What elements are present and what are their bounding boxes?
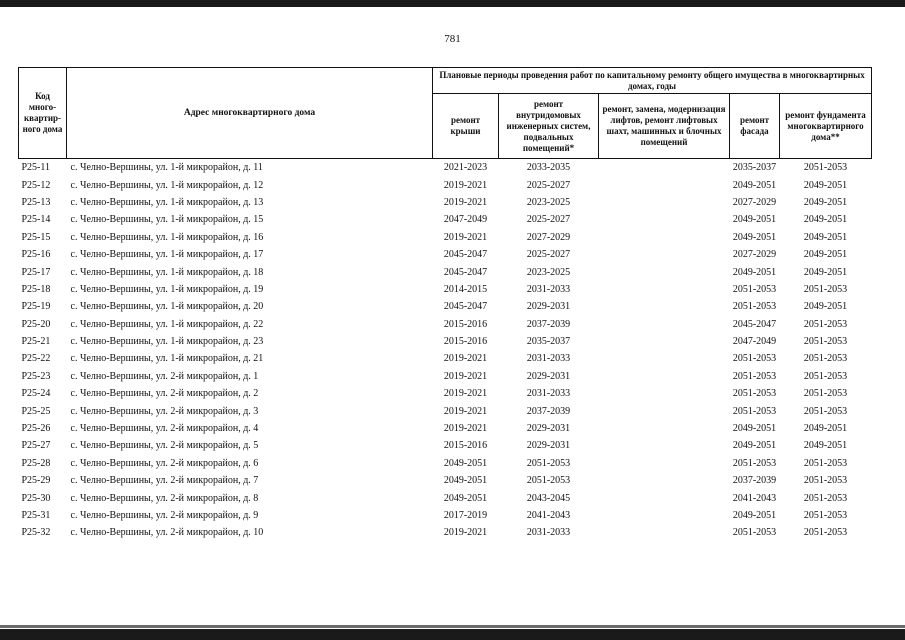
row-roof-period: 2049-2051: [443, 492, 488, 504]
row-code: P25-20: [21, 318, 51, 330]
table-row: [19, 420, 872, 437]
row-foundation-period: 2049-2051: [803, 196, 848, 208]
row-facade-period: 2037-2039: [732, 475, 777, 487]
row-address: с. Челно-Вершины, ул. 1-й микрорайон, д. 22: [70, 318, 264, 330]
row-roof-period: 2019-2021: [443, 231, 488, 243]
row-code: P25-25: [21, 405, 51, 417]
table-row: [19, 316, 872, 333]
row-facade-period: 2051-2053: [732, 388, 777, 400]
row-lifts-period: [599, 229, 730, 246]
row-address: с. Челно-Вершины, ул. 1-й микрорайон, д. 16: [70, 231, 264, 243]
row-facade-period: 2027-2029: [732, 249, 777, 261]
row-foundation-period: 2051-2053: [780, 159, 872, 177]
row-lifts-period: [599, 211, 730, 228]
row-foundation-period: 2051-2053: [803, 283, 848, 295]
row-facade-period: 2051-2053: [732, 283, 777, 295]
row-lifts-period: [599, 281, 730, 298]
table-header: [19, 68, 872, 159]
row-code: P25-27: [21, 440, 51, 452]
row-lifts-period: [599, 298, 730, 315]
row-code: P25-23: [21, 370, 51, 382]
row-code: P25-24: [21, 388, 51, 400]
row-foundation-period: 2049-2051: [803, 440, 848, 452]
capital-repair-table: [18, 67, 872, 542]
row-code: P25-22: [21, 353, 51, 365]
row-facade-period: 2049-2051: [732, 510, 777, 521]
row-facade-period: 2041-2043: [732, 492, 777, 504]
header-lifts: ремонт, замена, модернизация лифтов, ремонт лифтовых шахт, машинных и блочных помещений: [599, 94, 730, 159]
table-row: [19, 455, 872, 472]
row-code: P25-12: [21, 179, 51, 191]
row-systems-period: 2037-2039: [526, 405, 571, 417]
row-roof-period: 2019-2021: [443, 370, 488, 382]
row-systems-period: 2031-2033: [526, 527, 571, 539]
row-lifts-period: [599, 246, 730, 263]
table-row: [19, 368, 872, 385]
row-systems-period: 2031-2033: [526, 283, 571, 295]
row-facade-period: 2051-2053: [732, 405, 777, 417]
row-roof-period: 2015-2016: [443, 440, 488, 452]
row-lifts-period: [599, 385, 730, 402]
header-roof: ремонт крыши: [433, 94, 499, 159]
row-systems-period: 2031-2033: [526, 388, 571, 400]
row-address: с. Челно-Вершины, ул. 2-й микрорайон, д. 6: [70, 457, 259, 469]
row-foundation-period: 2049-2051: [803, 266, 848, 278]
row-address: с. Челно-Вершины, ул. 1-й микрорайон, д. 17: [70, 249, 264, 261]
row-roof-period: 2019-2021: [443, 388, 488, 400]
row-facade-period: 2051-2053: [732, 353, 777, 365]
row-systems-period: 2025-2027: [526, 249, 571, 261]
table-row: [19, 350, 872, 367]
row-code: P25-32: [21, 527, 51, 539]
table-row: [19, 437, 872, 454]
table-row: [19, 298, 872, 315]
row-code: P25-21: [21, 336, 51, 348]
row-lifts-period: [599, 507, 730, 524]
row-systems-period: 2029-2031: [526, 301, 571, 313]
row-roof-period: 2014-2015: [443, 283, 488, 295]
row-code: P25-26: [21, 423, 51, 435]
row-roof-period: 2019-2021: [443, 353, 488, 365]
row-address: с. Челно-Вершины, ул. 2-й микрорайон, д. 9: [70, 510, 259, 521]
row-address: с. Челно-Вершины, ул. 1-й микрорайон, д. 13: [70, 196, 264, 208]
table-row: [19, 211, 872, 228]
row-code: P25-29: [21, 475, 51, 487]
row-lifts-period: [599, 350, 730, 367]
row-address: с. Челно-Вершины, ул. 1-й микрорайон, д. 23: [70, 336, 264, 348]
row-roof-period: 2049-2051: [443, 475, 488, 487]
header-code: Код много-квартир-ного дома: [19, 68, 67, 159]
row-systems-period: 2035-2037: [526, 336, 571, 348]
row-foundation-period: 2051-2053: [803, 388, 848, 400]
row-roof-period: 2045-2047: [443, 266, 488, 278]
row-lifts-period: [599, 472, 730, 489]
row-roof-period: 2015-2016: [443, 318, 488, 330]
row-lifts-period: [599, 455, 730, 472]
table-row: [19, 246, 872, 263]
header-systems: ремонт внутридомовых инженерных систем, подвальных помещений*: [499, 94, 599, 159]
row-facade-period: 2045-2047: [732, 318, 777, 330]
row-systems-period: 2029-2031: [526, 370, 571, 382]
row-facade-period: 2049-2051: [732, 440, 777, 452]
table-row: [19, 263, 872, 280]
row-roof-period: 2045-2047: [443, 301, 488, 313]
row-foundation-period: 2051-2053: [803, 318, 848, 330]
page-number: 781: [444, 33, 461, 45]
row-facade-period: 2051-2053: [732, 301, 777, 313]
row-lifts-period: [599, 437, 730, 454]
row-facade-period: 2049-2051: [732, 179, 777, 191]
scan-bottom-shadow: [0, 625, 905, 628]
table-row: [19, 194, 872, 211]
row-foundation-period: 2051-2053: [803, 457, 848, 469]
row-address: с. Челно-Вершины, ул. 1-й микрорайон, д. 12: [70, 179, 264, 191]
row-systems-period: 2031-2033: [526, 353, 571, 365]
row-facade-period: 2027-2029: [732, 196, 777, 208]
row-address: с. Челно-Вершины, ул. 2-й микрорайон, д. 8: [70, 492, 259, 504]
table-row: [19, 472, 872, 489]
scan-top-border: [0, 0, 905, 7]
row-lifts-period: [599, 333, 730, 350]
row-address: с. Челно-Вершины, ул. 1-й микрорайон, д. 18: [70, 266, 264, 278]
row-address: с. Челно-Вершины, ул. 2-й микрорайон, д. 3: [70, 405, 259, 417]
row-foundation-period: 2049-2051: [803, 231, 848, 243]
row-code: P25-30: [21, 492, 51, 504]
row-code: P25-17: [21, 266, 51, 278]
row-systems-period: 2023-2025: [526, 266, 571, 278]
row-lifts-period: [599, 402, 730, 419]
row-systems-period: 2051-2053: [526, 475, 571, 487]
header-facade: ремонт фасада: [730, 94, 780, 159]
table-row: [19, 229, 872, 246]
row-address: с. Челно-Вершины, ул. 1-й микрорайон, д. 21: [70, 353, 264, 365]
row-roof-period: 2047-2049: [443, 214, 488, 226]
row-address: с. Челно-Вершины, ул. 1-й микрорайон, д. 11: [67, 159, 433, 177]
row-code: P25-28: [21, 457, 51, 469]
table-row: [19, 159, 872, 177]
header-periods-title: Плановые периоды проведения работ по капитальному ремонту общего имущества в многоквартирных домах, годы: [433, 68, 872, 94]
table-row: [19, 333, 872, 350]
row-address: с. Челно-Вершины, ул. 2-й микрорайон, д. 7: [70, 475, 259, 487]
row-code: P25-14: [21, 214, 51, 226]
row-systems-period: 2027-2029: [526, 231, 571, 243]
row-systems-period: 2023-2025: [526, 196, 571, 208]
row-code: P25-11: [19, 159, 67, 177]
row-foundation-period: 2051-2053: [803, 510, 848, 521]
table-row: [19, 176, 872, 193]
row-lifts-period: [599, 524, 730, 541]
row-address: с. Челно-Вершины, ул. 2-й микрорайон, д. 2: [70, 388, 259, 400]
row-facade-period: 2035-2037: [730, 159, 780, 177]
row-lifts-period: [599, 263, 730, 280]
row-lifts-period: [599, 159, 730, 177]
row-foundation-period: 2049-2051: [803, 214, 848, 226]
row-roof-period: 2019-2021: [443, 179, 488, 191]
row-facade-period: 2051-2053: [732, 527, 777, 539]
row-address: с. Челно-Вершины, ул. 1-й микрорайон, д. 19: [70, 283, 264, 295]
row-systems-period: 2043-2045: [526, 492, 571, 504]
row-facade-period: 2051-2053: [732, 370, 777, 382]
row-address: с. Челно-Вершины, ул. 1-й микрорайон, д. 15: [70, 214, 264, 226]
row-code: P25-19: [21, 301, 51, 313]
row-roof-period: 2015-2016: [443, 336, 488, 348]
table-row: [19, 489, 872, 506]
row-roof-period: 2019-2021: [443, 196, 488, 208]
row-roof-period: 2045-2047: [443, 249, 488, 261]
row-lifts-period: [599, 316, 730, 333]
row-systems-period: 2033-2035: [499, 159, 599, 177]
table-row: [19, 385, 872, 402]
row-code: P25-15: [21, 231, 51, 243]
row-foundation-period: 2051-2053: [803, 336, 848, 348]
table-row: [19, 281, 872, 298]
row-facade-period: 2049-2051: [732, 423, 777, 435]
row-foundation-period: 2051-2053: [803, 353, 848, 365]
row-address: с. Челно-Вершины, ул. 2-й микрорайон, д. 1: [70, 370, 259, 382]
table-row: [19, 402, 872, 419]
table-body: [19, 159, 872, 542]
row-facade-period: 2049-2051: [732, 214, 777, 226]
row-foundation-period: 2049-2051: [803, 179, 848, 191]
row-lifts-period: [599, 489, 730, 506]
row-lifts-period: [599, 176, 730, 193]
row-address: с. Челно-Вершины, ул. 2-й микрорайон, д. 10: [70, 527, 264, 539]
row-lifts-period: [599, 420, 730, 437]
row-systems-period: 2051-2053: [526, 457, 571, 469]
row-foundation-period: 2049-2051: [803, 301, 848, 313]
row-roof-period: 2019-2021: [443, 405, 488, 417]
scan-bottom-border: [0, 629, 905, 640]
row-foundation-period: 2051-2053: [803, 475, 848, 487]
row-facade-period: 2049-2051: [732, 231, 777, 243]
row-roof-period: 2019-2021: [443, 423, 488, 435]
row-foundation-period: 2051-2053: [803, 405, 848, 417]
row-roof-period: 2049-2051: [443, 457, 488, 469]
row-address: с. Челно-Вершины, ул. 2-й микрорайон, д. 5: [70, 440, 259, 452]
row-address: с. Челно-Вершины, ул. 2-й микрорайон, д. 4: [70, 423, 259, 435]
row-foundation-period: 2051-2053: [803, 492, 848, 504]
row-facade-period: 2051-2053: [732, 457, 777, 469]
row-address: с. Челно-Вершины, ул. 1-й микрорайон, д. 20: [70, 301, 264, 313]
header-foundation: ремонт фундамента многоквартирного дома**: [780, 94, 872, 159]
row-lifts-period: [599, 368, 730, 385]
row-systems-period: 2041-2043: [526, 510, 571, 521]
row-systems-period: 2025-2027: [526, 179, 571, 191]
header-address: Адрес многоквартирного дома: [67, 68, 433, 159]
row-systems-period: 2025-2027: [526, 214, 571, 226]
row-foundation-period: 2051-2053: [803, 527, 848, 539]
row-systems-period: 2029-2031: [526, 440, 571, 452]
row-systems-period: 2037-2039: [526, 318, 571, 330]
row-code: P25-16: [21, 249, 51, 261]
row-code: P25-31: [21, 510, 51, 521]
row-code: P25-13: [21, 196, 51, 208]
row-roof-period: 2021-2023: [433, 159, 499, 177]
row-facade-period: 2049-2051: [732, 266, 777, 278]
row-lifts-period: [599, 194, 730, 211]
table-row: [19, 524, 872, 541]
row-foundation-period: 2051-2053: [803, 370, 848, 382]
row-foundation-period: 2049-2051: [803, 423, 848, 435]
row-roof-period: 2017-2019: [443, 510, 488, 521]
row-systems-period: 2029-2031: [526, 423, 571, 435]
row-foundation-period: 2049-2051: [803, 249, 848, 261]
row-code: P25-18: [21, 283, 51, 295]
table-row: [19, 507, 872, 524]
row-roof-period: 2019-2021: [443, 527, 488, 539]
row-facade-period: 2047-2049: [732, 336, 777, 348]
